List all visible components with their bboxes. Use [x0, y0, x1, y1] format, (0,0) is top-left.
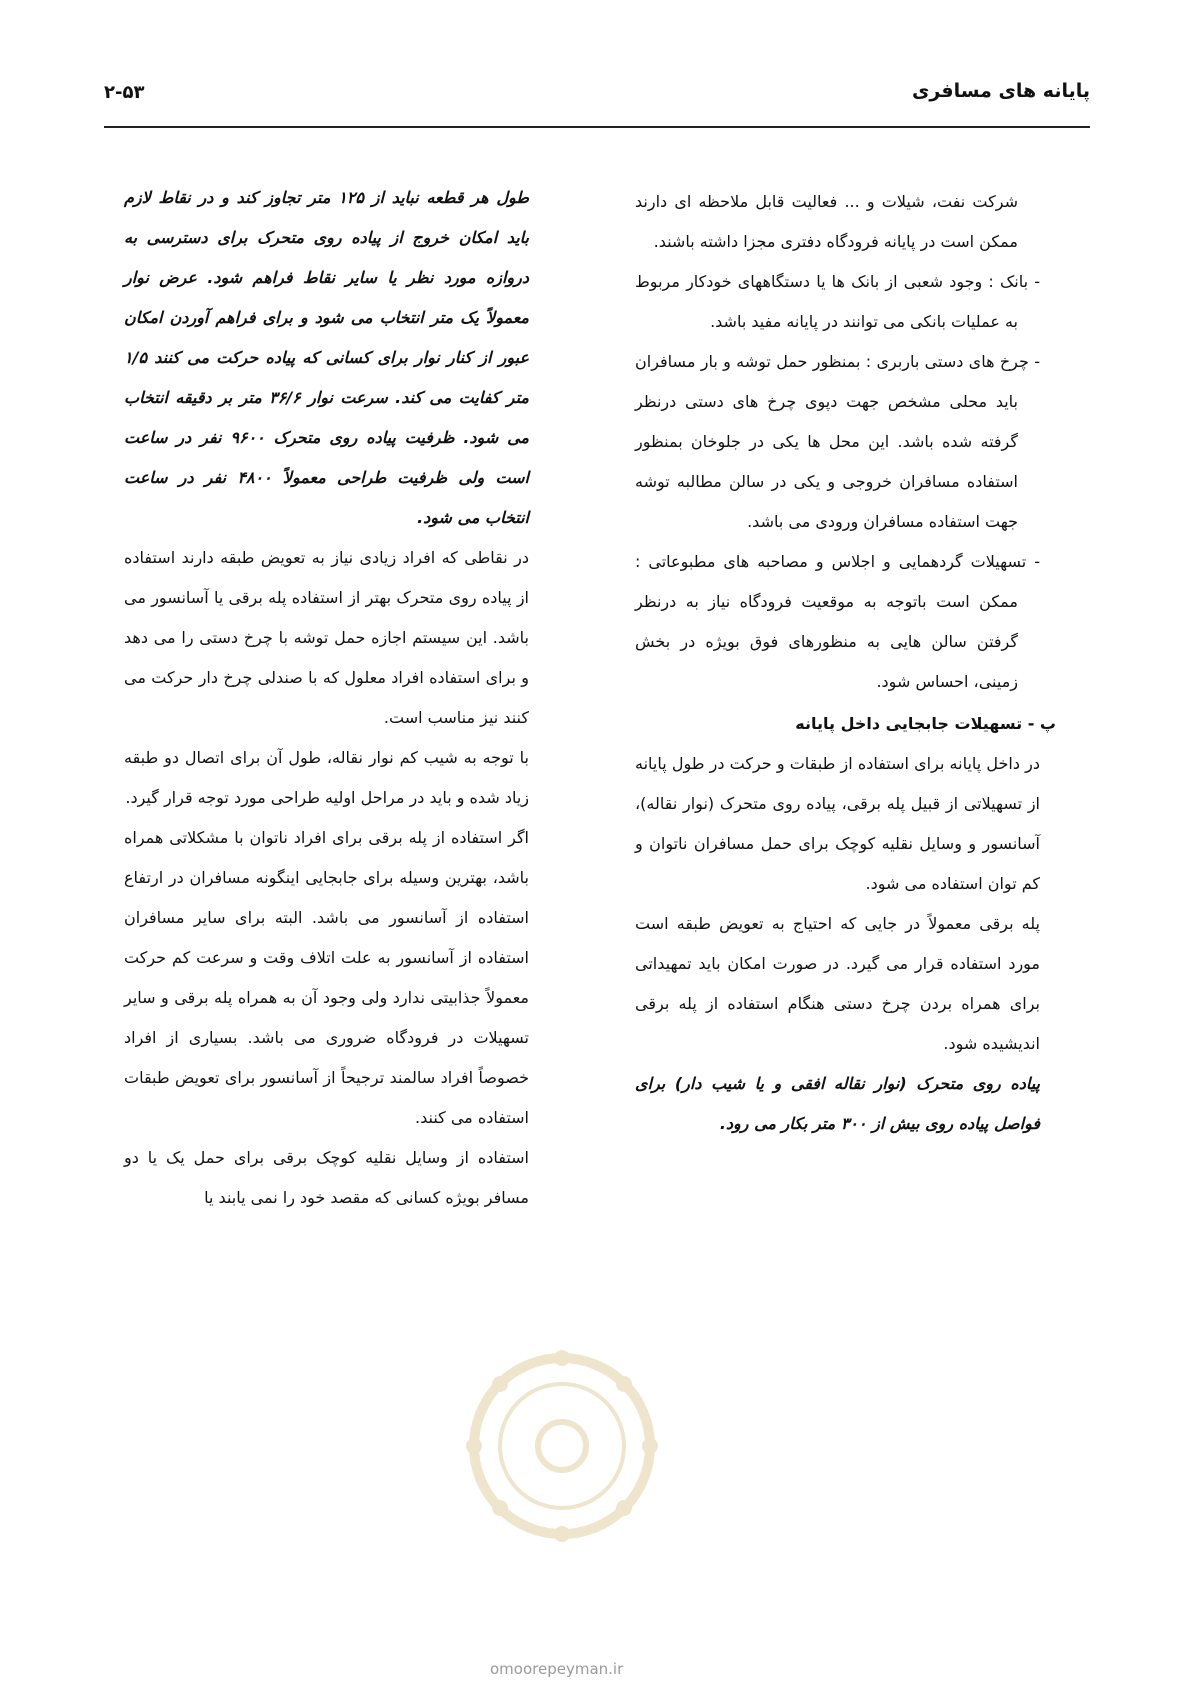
paragraph: پله برقی معمولاً در جایی که احتیاج به تعویض طبقه است مورد استفاده قرار می گیرد. در صورت امکان باید تمهیداتی برای همراه بردن چرخ دستی هنگام استفاده از پله برقی اندیشیده شود. [635, 914, 1040, 1053]
bullet-carts: - چرخ های دستی باربری : بمنظور حمل توشه و بار مسافران باید محلی مشخص جهت دپوی چرخ های دستی درنظر گرفته شده باشد. این محل ها یکی در جلوخان بمنظور استفاده مسافران خروجی و یکی در سالن مطالبه توشه جهت استفاده مسافران ورودی می باشد. [635, 352, 1040, 531]
left-column [124, 178, 529, 1218]
bullet-conference: - تسهیلات گردهمایی و اجلاس و مصاحبه های مطبوعاتی : ممکن است باتوجه به موقعیت فرودگاه نیاز به درنظر گرفتن سالن هایی به منظورهای فوق بویژه در بخش زمینی، احساس شود. [635, 552, 1040, 691]
paragraph: با توجه به شیب کم نوار نقاله، طول آن برای اتصال دو طبقه زیاد شده و باید در مراحل اولیه طراحی مورد توجه قرار گیرد. [124, 748, 529, 807]
header-divider [104, 126, 1090, 128]
watermark-logo [462, 1326, 662, 1576]
paragraph-emphasis: طول هر قطعه نباید از ۱۲۵ متر تجاوز کند و در نقاط لازم باید امکان خروج از پیاده روی متحرک برای دسترسی به دروازه مورد نظر یا سایر نقاط فراهم شود. عرض نوار معمولاً یک متر انتخاب می شود و برای فراهم آوردن امکان عبور از کنار نوار برای کسانی که پیاده حرکت می کنند ۱/۵ متر کفایت می کند. سرعت نوار ۳۶/۶ متر بر دقیقه انتخاب می شود. ظرفیت پیاده روی متحرک ۹۶۰۰ نفر در ساعت است ولی ظرفیت طراحی معمولاً ۴۸۰۰ نفر در ساعت انتخاب می شود. [124, 188, 529, 527]
book-title: پایانه های مسافری [911, 80, 1090, 102]
footer-url: omoorepeyman.ir [490, 1660, 624, 1678]
paragraph: در داخل پایانه برای استفاده از طبقات و حرکت در طول پایانه از تسهیلاتی از قبیل پله برقی، پیاده روی متحرک (نوار نقاله)، آسانسور و وسایل نقلیه کوچک برای حمل مسافران ناتوان و کم توان استفاده می شود. [635, 754, 1040, 893]
section-heading: پ - تسهیلات جابجایی داخل پایانه [795, 714, 1056, 733]
paragraph: اگر استفاده از پله برقی برای افراد ناتوان با مشکلاتی همراه باشد، بهترین وسیله برای جابجایی اینگونه مسافران در ارتفاع استفاده از آسانسور می باشد. البته برای سایر مسافران استفاده از آسانسور به علت اتلاف وقت و سرعت کم حرکت معمولاً جذابیتی ندارد ولی وجود آن به همراه پله برقی و سایر تسهیلات در فرودگاه ضروری می باشد. بسیاری از افراد خصوصاً افراد سالمند ترجیحاً از آسانسور برای تعویض طبقات استفاده می کنند. [124, 828, 529, 1127]
paragraph: شرکت نفت، شیلات و ... فعالیت قابل ملاحظه ای دارند ممکن است در پایانه فرودگاه دفتری مجزا داشته باشند. [635, 192, 1018, 251]
paragraph: در نقاطی که افراد زیادی نیاز به تعویض طبقه دارند استفاده از پیاده روی متحرک بهتر از استفاده پله برقی یا آسانسور می باشد. این سیستم اجازه حمل توشه با چرخ دستی را می دهد و برای استفاده افراد معلول که با صندلی چرخ دار حرکت می کنند نیز مناسب است. [124, 548, 529, 727]
page-header [104, 76, 1090, 124]
page-number: ۲-۵۳ [104, 82, 145, 103]
bullet-bank: - بانک : وجود شعبی از بانک ها یا دستگاههای خودکار مربوط به عملیات بانکی می توانند در پایانه مفید باشد. [635, 272, 1040, 331]
paragraph-emphasis: پیاده روی متحرک (نوار نقاله افقی و یا شیب دار) برای فواصل پیاده روی بیش از ۳۰۰ متر بکار می رود. [635, 1074, 1040, 1133]
right-column [635, 182, 1056, 1144]
paragraph: استفاده از وسایل نقلیه کوچک برقی برای حمل یک یا دو مسافر بویژه کسانی که مقصد خود را نمی یابند یا [124, 1148, 529, 1207]
